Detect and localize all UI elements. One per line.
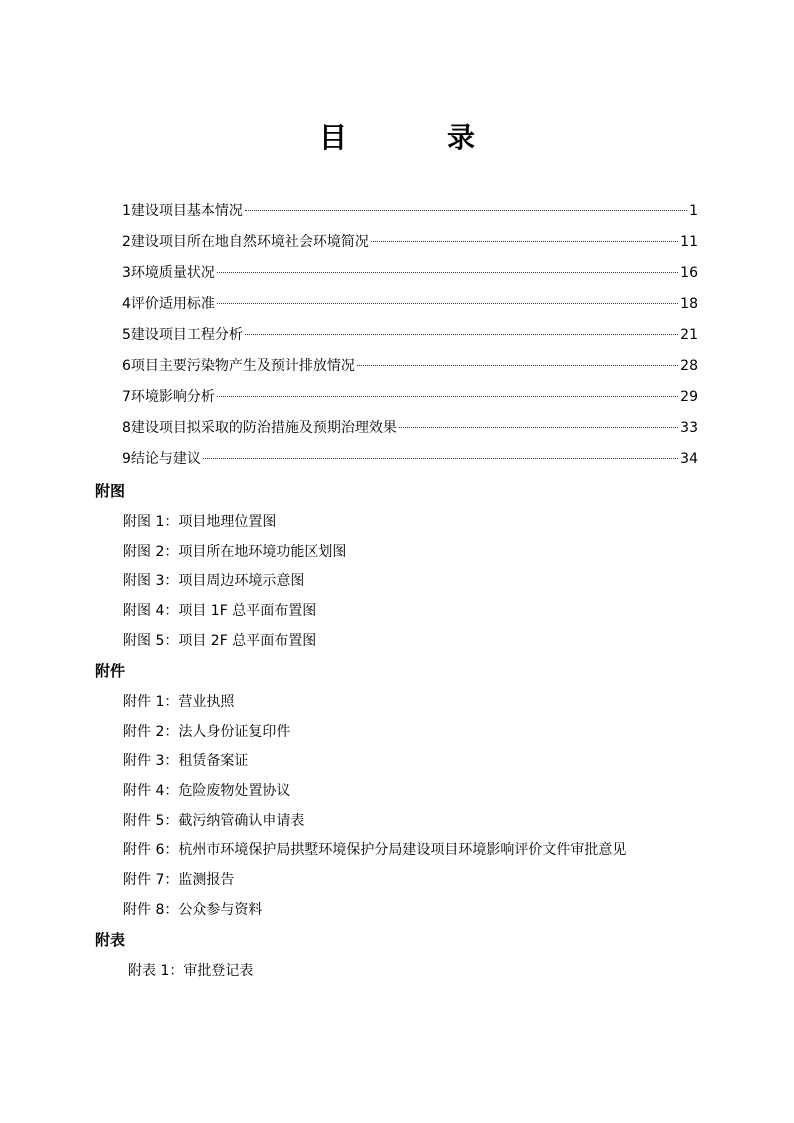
attachment-item[interactable]: 附件 5：截污纳管确认申请表 — [123, 812, 305, 829]
attachment-item[interactable]: 附件 3：租赁备案证 — [123, 753, 249, 770]
toc-entry-page: 16 — [680, 265, 698, 281]
toc-leader-dots — [217, 303, 678, 304]
toc-entry[interactable] — [122, 292, 698, 323]
toc-entry-label: 环境质量状况 — [130, 265, 215, 281]
toc-entry-number: 7 — [122, 389, 131, 405]
toc-entry-label: 建设项目基本情况 — [130, 203, 243, 219]
toc-leader-dots — [245, 210, 687, 211]
attachments-list — [123, 691, 626, 929]
toc-entry[interactable] — [122, 447, 698, 478]
toc-entry-number: 4 — [122, 296, 131, 312]
toc-leader-dots — [245, 334, 678, 335]
toc-leader-dots — [357, 365, 678, 366]
toc-entry[interactable] — [122, 354, 698, 385]
toc-entry-page: 1 — [689, 203, 698, 219]
attachment-item[interactable]: 附件 1：营业执照 — [123, 694, 235, 710]
attachment-item[interactable]: 附件 8：公众参与资料 — [123, 901, 263, 918]
toc-entry-label: 建设项目工程分析 — [130, 327, 243, 343]
attachment-item[interactable]: 附件 2：法人身份证复印件 — [123, 723, 291, 740]
figure-item[interactable]: 附图 3：项目周边环境示意图 — [123, 573, 305, 590]
toc-leader-dots — [217, 396, 678, 397]
tables-heading: 附表 — [95, 931, 126, 949]
toc-entry-number: 9 — [122, 451, 131, 467]
toc-entry-number: 3 — [122, 265, 131, 281]
toc-entry[interactable] — [122, 230, 698, 261]
figure-item[interactable]: 附图 1：项目地理位置图 — [123, 514, 277, 530]
toc-entry-label: 建设项目拟采取的防治措施及预期治理效果 — [130, 420, 397, 436]
toc-entry[interactable] — [122, 323, 698, 354]
toc-leader-dots — [203, 458, 678, 459]
toc-entry-page: 11 — [680, 234, 698, 250]
toc-entry-label: 建设项目所在地自然环境社会环境简况 — [130, 234, 369, 250]
toc-entry-page: 18 — [680, 296, 698, 312]
toc-leader-dots — [217, 272, 678, 273]
toc-leader-dots — [371, 241, 678, 242]
toc-entry-number: 5 — [122, 327, 131, 343]
toc-entry[interactable] — [122, 261, 698, 292]
toc-entry-page: 33 — [680, 420, 698, 436]
toc-entry-label: 评价适用标准 — [130, 296, 215, 312]
toc-entry-number: 6 — [122, 358, 131, 374]
tables-list — [128, 960, 253, 990]
toc-entry-label: 项目主要污染物产生及预计排放情况 — [130, 358, 355, 374]
toc-entry[interactable] — [122, 199, 698, 230]
figure-item[interactable]: 附图 5：项目 2F 总平面布置图 — [123, 632, 317, 649]
toc-leader-dots — [399, 427, 678, 428]
toc-entry-number: 8 — [122, 420, 131, 436]
attachment-item[interactable]: 附件 4：危险废物处置协议 — [123, 783, 291, 800]
toc-entry-page: 28 — [680, 358, 698, 374]
toc-entry-label: 环境影响分析 — [130, 389, 215, 405]
table-of-contents — [122, 199, 698, 478]
table-item[interactable]: 附表 1：审批登记表 — [128, 963, 254, 979]
toc-entry[interactable] — [122, 385, 698, 416]
figure-item[interactable]: 附图 2：项目所在地环境功能区划图 — [123, 543, 347, 560]
attachment-item[interactable]: 附件 7：监测报告 — [123, 872, 235, 889]
toc-entry-page: 21 — [680, 327, 698, 343]
figures-list — [123, 511, 346, 659]
toc-entry-page: 34 — [680, 451, 698, 467]
figure-item[interactable]: 附图 4：项目 1F 总平面布置图 — [123, 603, 317, 620]
toc-entry-number: 1 — [122, 203, 131, 219]
toc-entry-page: 29 — [680, 389, 698, 405]
attachments-heading: 附件 — [95, 662, 126, 680]
attachment-item[interactable]: 附件 6：杭州市环境保护局拱墅环境保护分局建设项目环境影响评价文件审批意见 — [123, 842, 627, 859]
page-title: 目 录 — [318, 121, 511, 154]
figures-heading: 附图 — [95, 482, 126, 500]
toc-entry-number: 2 — [122, 234, 131, 250]
toc-entry-label: 结论与建议 — [130, 451, 201, 467]
toc-entry[interactable] — [122, 416, 698, 447]
